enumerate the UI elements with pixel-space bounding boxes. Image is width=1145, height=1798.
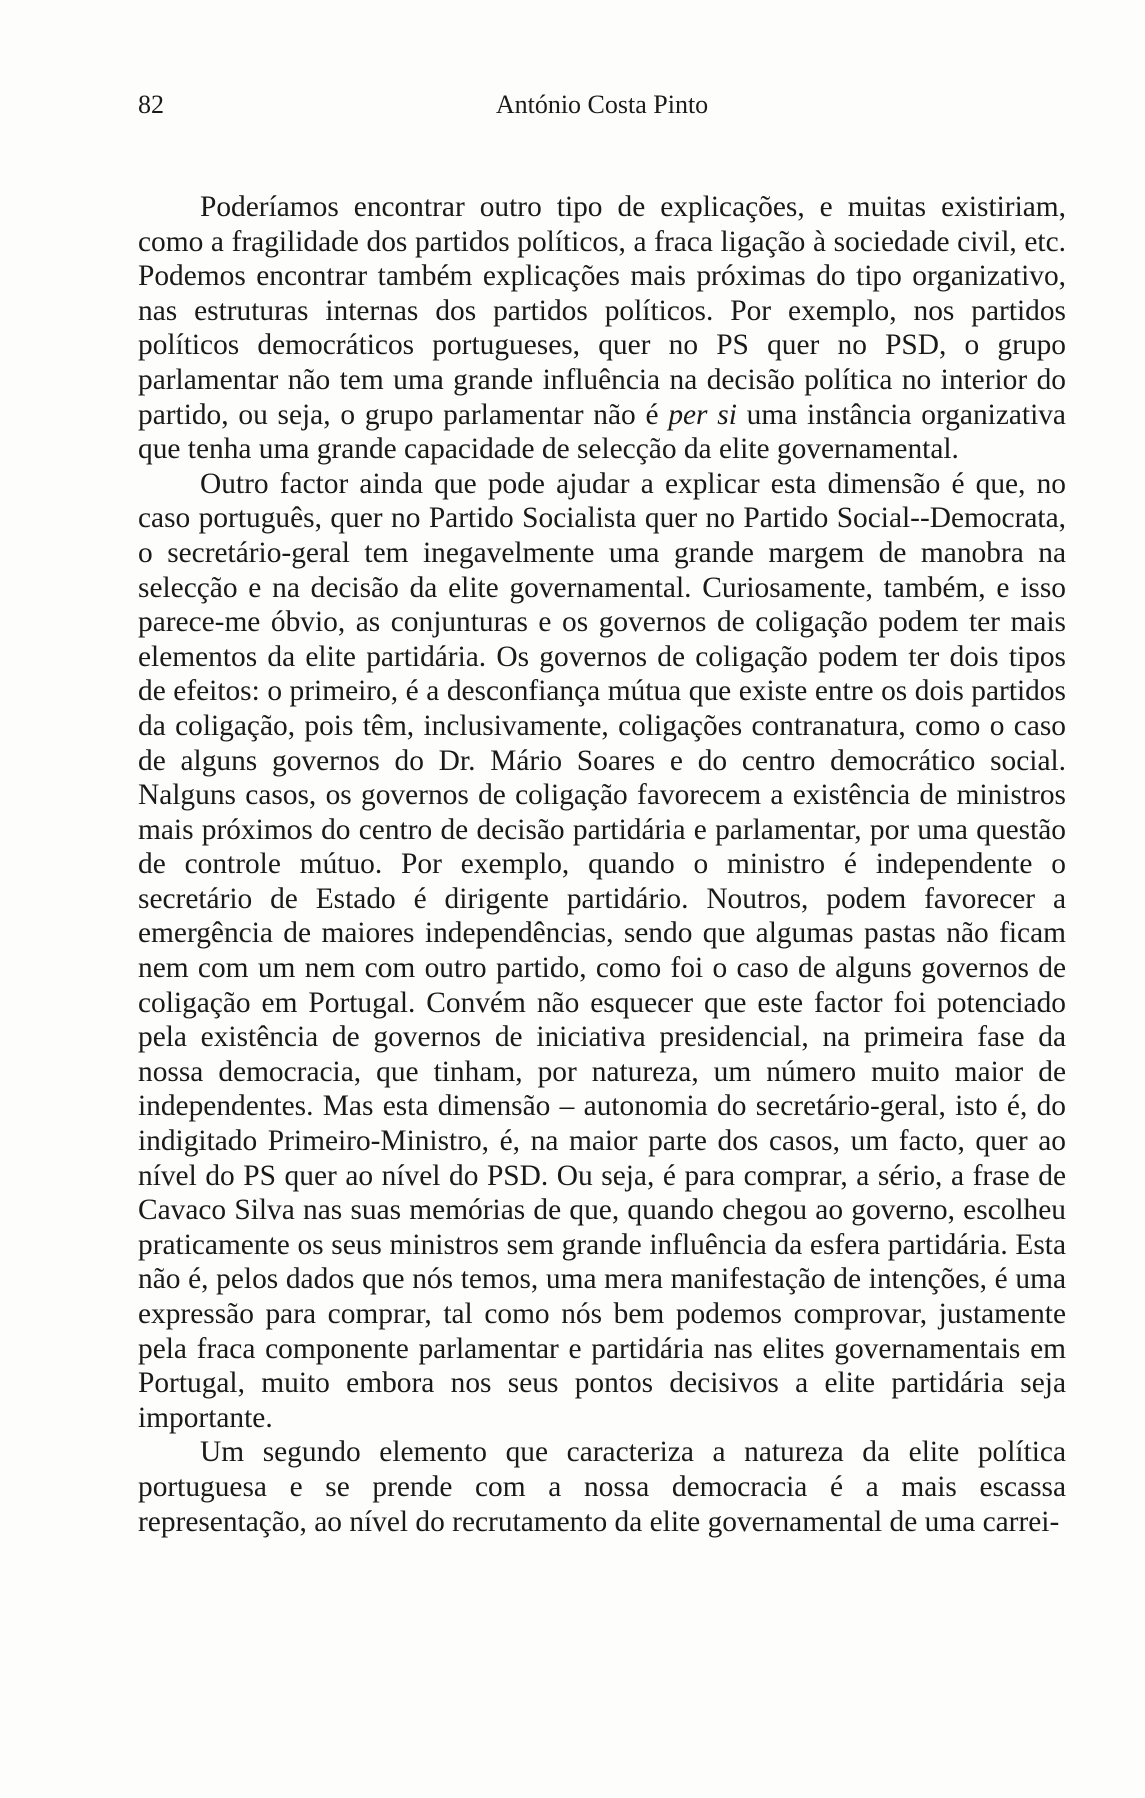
italic-phrase: per si xyxy=(668,398,737,431)
paragraph-2: Outro factor ainda que pode ajudar a explicar esta dimensão é que, no caso português, quer no Partido Socialista quer no Partido Social--Democrata, o secretário-geral tem inegavelmente uma grande margem de manobra na selecção e na decisão da elite governamental. Curiosamente, também, e isso parece-me óbvio, as conjunturas e os governos de coligação podem ter mais elementos da elite partidária. Os governos de coligação podem ter dois tipos de efeitos: o primeiro, é a desconfiança mútua que existe entre os dois partidos da coligação, pois têm, inclusivamente, coligações contranatura, como o caso de alguns governos do Dr. Mário Soares e do centro democrático social. Nalguns casos, os governos de coligação favorecem a existência de ministros mais próximos do centro de decisão partidária e parlamentar, por uma questão de controle mútuo. Por exemplo, quando o ministro é independente o secretário de Estado é dirigente partidário. Noutros, podem favorecer a emergência de maiores independências, sendo que algumas pastas não ficam nem com um nem com outro partido, como foi o caso de alguns governos de coligação em Portugal. Convém não esquecer que este factor foi potenciado pela existência de governos de iniciativa presidencial, na primeira fase da nossa democracia, que tinham, por natureza, um número muito maior de independentes. Mas esta dimensão – autonomia do secretário-geral, isto é, do indigitado Primeiro-Ministro, é, na maior parte dos casos, um facto, quer ao nível do PS quer ao nível do PSD. Ou seja, é para comprar, a sério, a frase de Cavaco Silva nas suas memórias de que, quando chegou ao governo, escolheu praticamente os seus ministros sem grande influência da esfera partidária. Esta não é, pelos dados que nós temos, uma mera manifestação de intenções, é uma expressão para comprar, tal como nós bem podemos comprovar, justamente pela fraca componente parlamentar e partidária nas elites governamentais em Portugal, muito embora nos seus pontos decisivos a elite partidária seja importante. xyxy=(138,467,1066,1434)
body-text xyxy=(138,190,1066,1539)
paragraph-1-text-b: uma instância organizativa que tenha uma grande capacidade de selecção da elite governamental. xyxy=(138,398,1066,466)
paragraph-1-text-a: Poderíamos encontrar outro tipo de explicações, e muitas existiriam, como a fragilidade dos partidos políticos, a fraca ligação à sociedade civil, etc. Podemos encontrar também explicações mais próximas do tipo organizativo, nas estruturas internas dos partidos políticos. Por exemplo, nos partidos políticos democráticos portugueses, quer no PS quer no PSD, o grupo parlamentar não tem uma grande influência na decisão política no interior do partido, ou seja, o grupo parlamentar não é xyxy=(138,191,1066,431)
page-number: 82 xyxy=(138,90,164,119)
paragraph-1 xyxy=(138,190,1066,467)
running-title: António Costa Pinto xyxy=(495,90,709,119)
running-head xyxy=(138,88,1066,122)
paragraph-3: Um segundo elemento que caracteriza a natureza da elite política portuguesa e se prende com a nossa democracia é a mais escassa representação, ao nível do recrutamento da elite governamental de uma carrei- xyxy=(138,1436,1066,1538)
